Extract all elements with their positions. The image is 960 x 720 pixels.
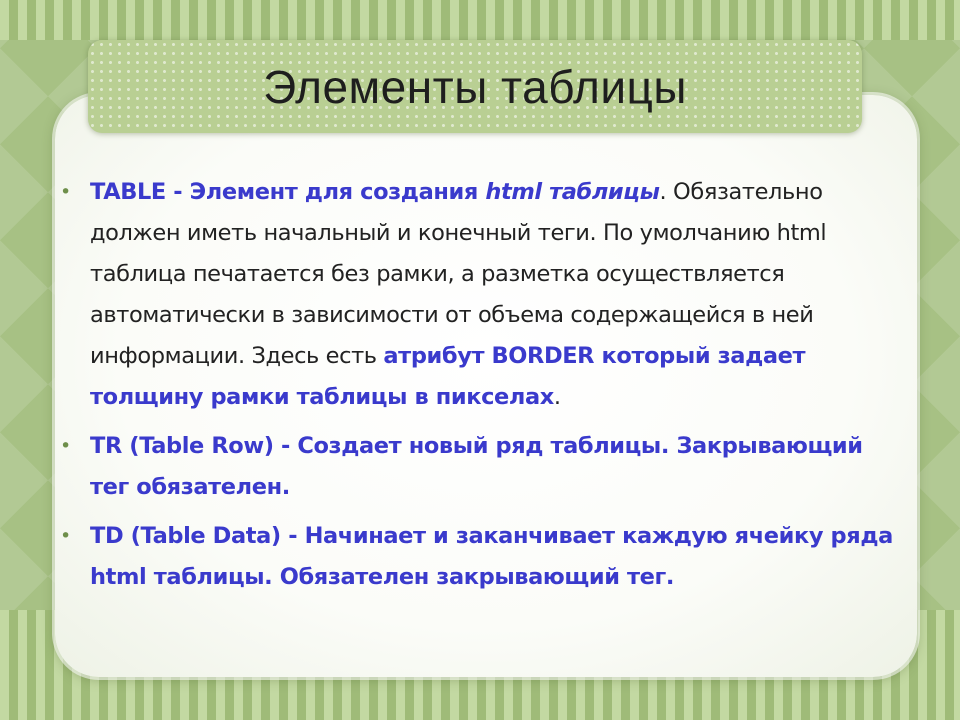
bullet-icon: • (60, 181, 72, 203)
list-item (58, 172, 908, 418)
text-segment: атрибут BORDER который задает толщину рамки таблицы в пикселах (90, 343, 806, 410)
text-segment: TD (Table Data) - Начинает и заканчивает каждую ячейку ряда html таблицы. Обязателен закрывающий тег. (90, 523, 893, 590)
slide-title: Элементы таблицы (263, 60, 687, 113)
bullet-list (58, 172, 908, 606)
text-segment: TABLE - Элемент для создания (90, 179, 486, 205)
title-banner (88, 40, 862, 133)
text-segment: html таблицы (485, 179, 660, 205)
list-item-text (90, 516, 908, 598)
bullet-icon: • (60, 435, 72, 457)
text-segment: . Обязательно должен иметь начальный и конечный теги. По умолчанию html таблица печатается без рамки, а разметка осуществляется автоматически в зависимости от объема содержащейся в ней информации. Здесь есть (90, 179, 827, 369)
top-stripe-band (0, 0, 960, 40)
text-segment: . (553, 384, 561, 410)
list-item-text (90, 172, 908, 418)
list-item (58, 516, 908, 598)
list-item (58, 426, 908, 508)
list-item-text (90, 426, 908, 508)
text-segment: TR (Table Row) - Создает новый ряд таблицы. Закрывающий тег обязателен. (90, 433, 863, 500)
bullet-icon: • (60, 525, 72, 547)
